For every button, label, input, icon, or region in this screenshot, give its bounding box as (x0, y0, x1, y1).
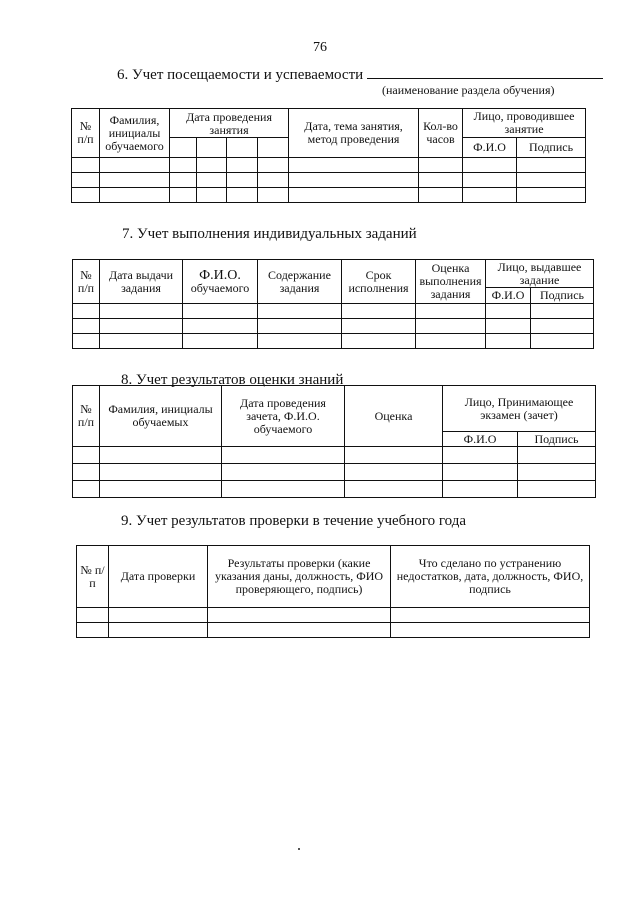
section6-title (117, 64, 603, 84)
col-num-header: № п/п (72, 109, 100, 158)
attendance-table (71, 108, 586, 203)
date-subcell (197, 138, 227, 158)
col-date-header: Дата проведения занятия (170, 109, 289, 138)
knowledge-table (72, 385, 596, 498)
col-names-header: Фамилия, инициалы обучаемых (100, 386, 222, 447)
section6-caption: (наименование раздела обучения) (382, 83, 555, 97)
col-topic-header: Дата, тема занятия, метод проведения (289, 109, 419, 158)
table-row (73, 304, 594, 319)
table-row (73, 464, 596, 481)
col-fio-header: Ф.И.О (443, 432, 518, 447)
col-fio-title: Ф.И.О. (199, 267, 241, 283)
col-deadline-header: Срок исполнения (342, 260, 416, 304)
col-grade-header: Оценка (345, 386, 443, 447)
col-person-header: Лицо, Принимающее экзамен (зачет) (443, 386, 596, 432)
table-row (73, 481, 596, 498)
table-row (73, 319, 594, 334)
col-names-header: Фамилия, инициалы обучаемого (100, 109, 170, 158)
col-grade-header: Оценка выполнения задания (416, 260, 486, 304)
col-person-fio-header: Ф.И.О (486, 288, 531, 304)
page-number: 76 (313, 40, 327, 55)
section6-blank-line (367, 64, 603, 79)
section7-title: 7. Учет выполнения индивидуальных заданий (122, 226, 417, 242)
section8-title: 8. Учет результатов оценки знаний (121, 372, 344, 388)
table-row (72, 188, 586, 203)
col-fio-header: Ф.И.О (463, 138, 517, 158)
col-date-header: Дата проверки (109, 546, 208, 608)
date-subcell (227, 138, 258, 158)
col-date-header: Дата проведения зачета, Ф.И.О. обучаемого (222, 386, 345, 447)
col-results-header: Результаты проверки (какие указания даны, должность, ФИО проверяющего, подпись) (208, 546, 391, 608)
table-row (73, 334, 594, 349)
table-row (77, 623, 590, 638)
col-person-header: Лицо, проводившее занятие (463, 109, 586, 138)
col-person-header: Лицо, выдавшее задание (486, 260, 594, 288)
col-hours-header: Кол-во часов (419, 109, 463, 158)
col-date-header: Дата выдачи задания (100, 260, 183, 304)
col-sign-header: Подпись (518, 432, 596, 447)
col-done-header: Что сделано по устранению недостатков, дата, должность, ФИО, подпись (391, 546, 590, 608)
section6-title-text: 6. Учет посещаемости и успеваемости (117, 67, 364, 83)
date-subcell (258, 138, 289, 158)
date-subcell (170, 138, 197, 158)
col-sign-header: Подпись (531, 288, 594, 304)
table-row (77, 608, 590, 623)
col-fio-header (183, 260, 258, 304)
table-row (73, 447, 596, 464)
section9-title: 9. Учет результатов проверки в течение учебного года (121, 513, 466, 529)
table-row (72, 158, 586, 173)
col-num-header: № п/п (73, 260, 100, 304)
col-num-header: № п/п (73, 386, 100, 447)
col-content-header: Содержание задания (258, 260, 342, 304)
inspection-table (76, 545, 590, 638)
assignments-table (72, 259, 594, 349)
col-fio-subtitle: обучаемого (190, 280, 250, 295)
col-num-header: № п/п (77, 546, 109, 608)
table-row (72, 173, 586, 188)
scan-speck (298, 848, 300, 850)
col-sign-header: Подпись (517, 138, 586, 158)
